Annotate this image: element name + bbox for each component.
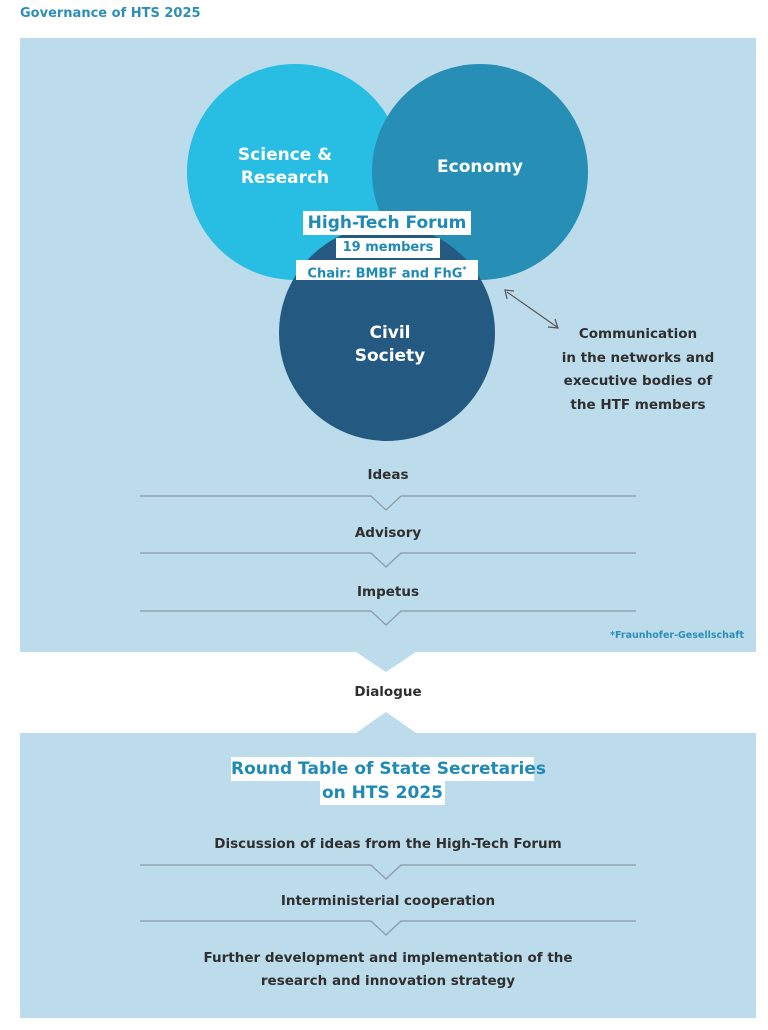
communication-text: Communication in the networks and executive bodies of the HTF members	[561, 326, 715, 413]
economy-label: Economy	[437, 157, 523, 177]
round-table-title-line2: on HTS 2025	[321, 783, 443, 803]
step-further-development: Further development and implementation of the research and innovation strategy	[203, 950, 573, 989]
figure-title: Governance of HTS 2025	[20, 6, 201, 21]
step-ideas: Ideas	[367, 467, 409, 483]
footnote-mark: *	[462, 265, 467, 274]
forum-members: 19 members	[336, 238, 440, 258]
step-interministerial: Interministerial cooperation	[280, 893, 496, 909]
forum-chair: Chair: BMBF and FhG*	[296, 260, 478, 280]
step-impetus: Impetus	[356, 584, 419, 600]
civil-society-label: Civil Society	[354, 323, 426, 366]
forum-name: High-Tech Forum	[303, 211, 471, 235]
dialogue-label: Dialogue	[354, 684, 422, 700]
step-discussion: Discussion of ideas from the High-Tech Forum	[214, 836, 562, 852]
science-research-label: Science & Research	[237, 145, 333, 188]
footnote: *Fraunhofer-Gesellschaft	[610, 630, 744, 641]
step-advisory: Advisory	[354, 525, 422, 541]
round-table-title-line1: Round Table of State Secretaries	[231, 759, 547, 779]
